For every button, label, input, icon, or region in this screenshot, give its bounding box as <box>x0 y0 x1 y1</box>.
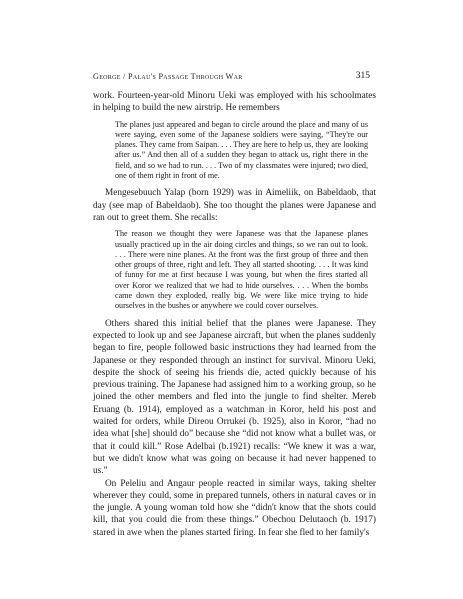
paragraph-4: On Peleliu and Angaur people reacted in similar ways, taking shelter wherever they could, some in prepared tunnels, others in natural caves or in the jungle. A young woman told how she “didn't know that the shots could kill, that you could die from these things.” Obechou Delutaoch (b. 1917) stared in awe when the planes started firing. In fear she fled to her family's <box>93 478 376 538</box>
paragraph-3: Others shared this initial belief that the planes were Japanese. They expected to look up and see Japanese aircraft, but when the planes suddenly began to fire, people followed basic instructions they had learned from the Japanese or they responded through an instinct for survival. Minoru Ueki, despite the shock of seeing his friends die, acted quickly because of his previous training. The Japanese had assigned him to a working group, so he joined the other members and fled into the jungle to find shelter. Mereb Eruang (b. 1914), employed as a watchman in Koror, held his post and waited for orders, while Direou Orrukei (b. 1925), also in Koror, “had no idea what [she] should do” because she “did not know what a bullet was, or that it could kill.” Rose Adelbai (b.1921) recalls: “We knew it was a war, but we didn't know what was going on because it had never happened to us.” <box>93 318 376 477</box>
page-number: 315 <box>355 71 370 81</box>
block-quote-1: The planes just appeared and began to circle around the place and many of us were saying, even some of the Japanese soldiers were saying, “They're our planes. They came from Saipan. . . . They are here to help us, they are looking after us.” And then all of a sudden they began to attack us, right there in the field, and so we had to run. . . . Two of my classmates were injured; two died, one of them right in front of me. <box>115 119 368 181</box>
running-head: George / Palau's Passage Through War <box>93 72 243 81</box>
block-quote-2: The reason we thought they were Japanese was that the Japanese planes usually practiced up in the air doing circles and things, so we ran out to look. . . . There were nine planes. At the front was the first group of three and then other groups of three, right and left. They all started shooting. . . . It was kind of funny for me at first because I was young, but when the fires started all over Koror we realized that we had to hide ourselves. . . . When the bombs came down they exploded, really big. We were like mice trying to hide ourselves in the bushes or anywhere we could cover ourselves. <box>115 229 368 311</box>
paragraph-2: Mengesebuuch Yalap (born 1929) was in Aimeliik, on Babeldaob, that day (see map of Babeldaob). She too thought the planes were Japanese and ran out to greet them. She recalls: <box>93 188 376 223</box>
page-body <box>93 90 376 539</box>
paragraph-1: work. Fourteen-year-old Minoru Ueki was employed with his schoolmates in helping to build the new airstrip. He remembers <box>93 91 376 114</box>
